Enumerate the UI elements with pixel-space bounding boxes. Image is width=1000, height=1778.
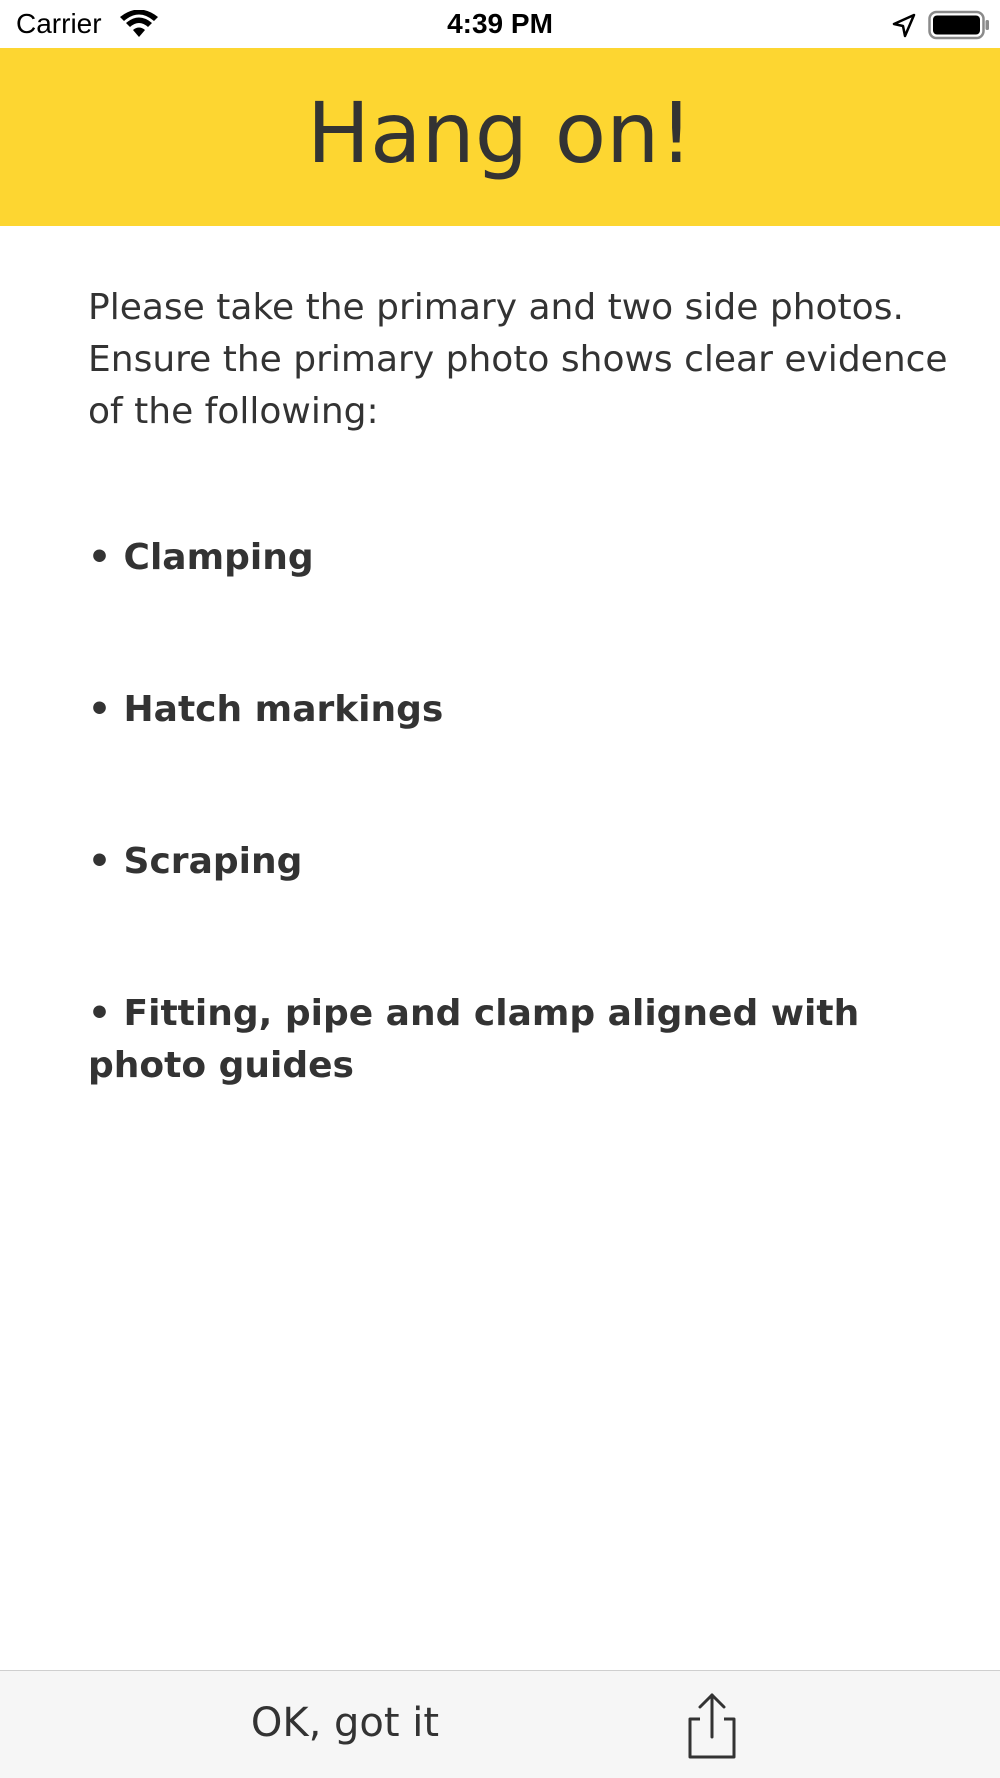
location-arrow-icon xyxy=(890,12,918,40)
carrier-label: Carrier xyxy=(16,8,102,39)
checklist-item-hatch-markings: • Hatch markings xyxy=(88,689,444,730)
header-banner xyxy=(0,48,1000,226)
checklist-item-scraping: • Scraping xyxy=(88,841,303,882)
checklist-item-clamping: • Clamping xyxy=(88,537,314,578)
status-bar xyxy=(0,0,1000,48)
clock: 4:39 PM xyxy=(447,8,553,39)
checklist-item-fitting-alignment: • Fitting, pipe and clamp aligned with photo guides xyxy=(88,993,860,1086)
share-icon xyxy=(680,1691,744,1763)
battery-icon xyxy=(928,10,990,40)
share-button[interactable] xyxy=(680,1691,744,1763)
bottom-toolbar xyxy=(0,1670,1000,1778)
intro-text: Please take the primary and two side photos. Ensure the primary photo shows clear evidence of the following: xyxy=(88,287,948,432)
page-title: Hang on! xyxy=(306,84,694,182)
ok-got-it-button[interactable]: OK, got it xyxy=(200,1693,490,1753)
